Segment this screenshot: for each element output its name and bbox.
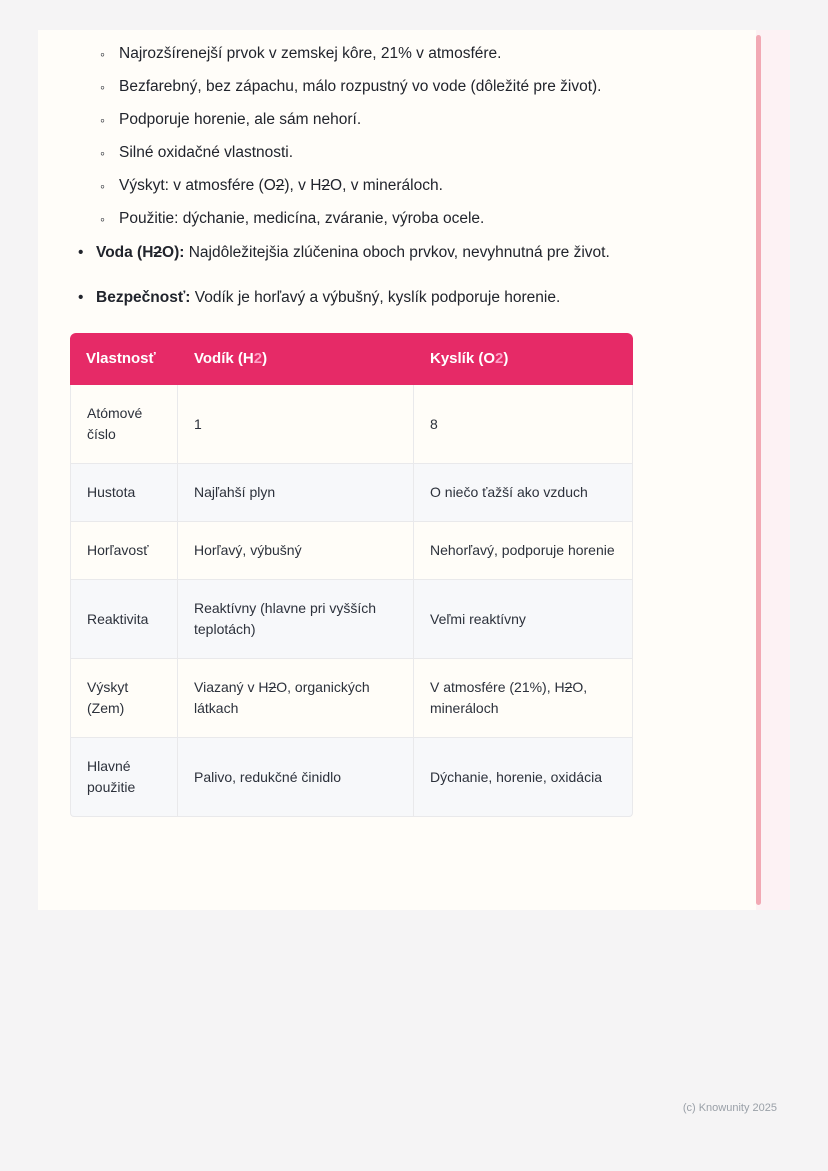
list-item: ◦ Najrozšírenejší prvok v zemskej kôre, 21% v atmosfére. <box>100 44 720 64</box>
copyright-text: (c) Knowunity 2025 <box>682 1102 777 1114</box>
table-cell: Veľmi reaktívny <box>414 580 633 659</box>
table-cell: Horľavý, výbušný <box>178 522 414 580</box>
table-cell: Palivo, redukčné činidlo <box>178 738 414 817</box>
table-row <box>70 385 633 464</box>
table-cell: Nehorľavý, podporuje horenie <box>414 522 633 580</box>
table-row <box>70 464 633 522</box>
table-row <box>70 580 633 659</box>
table-row <box>70 522 633 580</box>
table-cell: Atómové číslo <box>70 385 178 464</box>
table-cell: Reaktívny (hlavne pri vyšších teplotách) <box>178 580 414 659</box>
table-cell: Dýchanie, horenie, oxidácia <box>414 738 633 817</box>
table-cell: 1 <box>178 385 414 464</box>
table-cell: Výskyt (Zem) <box>70 659 178 738</box>
list-item: ◦ Bezfarebný, bez zápachu, málo rozpustný vo vode (dôležité pre život). <box>100 77 720 97</box>
table-cell: O niečo ťažší ako vzduch <box>414 464 633 522</box>
table-cell: Hustota <box>70 464 178 522</box>
table-row <box>70 738 633 817</box>
sub-bullet-list <box>100 44 790 229</box>
table-header-kyslik: Kyslík (O2) <box>414 333 633 385</box>
table-cell: Najľahší plyn <box>178 464 414 522</box>
list-item: ◦ Výskyt: v atmosfére (O2), v H2O, v mineráloch. <box>100 176 720 196</box>
table-row <box>70 659 633 738</box>
table-header-row <box>70 333 633 385</box>
list-item: • Bezpečnosť: Vodík je horľavý a výbušný, kyslík podporuje horenie. <box>78 288 738 308</box>
list-item: • Voda (H2O): Najdôležitejšia zlúčenina oboch prvkov, nevyhnutná pre život. <box>78 243 738 263</box>
table-cell: Viazaný v H2O, organických látkach <box>178 659 414 738</box>
main-bullet-list <box>78 243 790 308</box>
note-content <box>38 30 790 817</box>
comparison-table <box>70 333 633 817</box>
table-header-vlastnost: Vlastnosť <box>70 333 178 385</box>
table-cell: 8 <box>414 385 633 464</box>
table-header-vodik: Vodík (H2) <box>178 333 414 385</box>
list-item: ◦ Použitie: dýchanie, medicína, zváranie, výroba ocele. <box>100 209 720 229</box>
table-cell: V atmosfére (21%), H2O, mineráloch <box>414 659 633 738</box>
table-cell: Reaktivita <box>70 580 178 659</box>
table-cell: Horľavosť <box>70 522 178 580</box>
table-cell: Hlavné použitie <box>70 738 178 817</box>
note-page <box>38 30 790 910</box>
list-item: ◦ Podporuje horenie, ale sám nehorí. <box>100 110 720 130</box>
list-item: ◦ Silné oxidačné vlastnosti. <box>100 143 720 163</box>
